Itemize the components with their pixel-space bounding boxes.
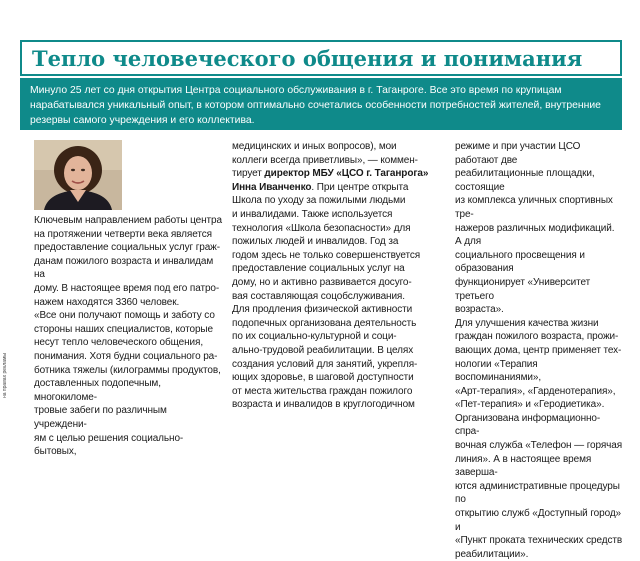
director-credit-line [232, 167, 432, 181]
column-1-line: данам пожилого возраста и инвалидам на [34, 255, 214, 281]
column-3-line: реабилитации». [455, 548, 529, 560]
lead-paragraph: Минуло 25 лет со дня открытия Центра социального обслуживания в г. Таганроге. Все это время по крупицам нарабатывался уникальный опыт, в котором оптимально сочетались особенности потребностей жителей, внутренние резервы самого учреждения и его коллектива. [20, 78, 622, 130]
column-3-line: нологии «Терапия воспоминаниями», [455, 358, 542, 384]
advertising-note: на правах рекламы [2, 352, 8, 398]
column-3-line: нажеров различных модификаций. А для [455, 222, 615, 248]
column-3-line: функционирует «Университет третьего [455, 276, 591, 302]
column-2-line: Школа по уходу за пожилыми людьми [232, 195, 406, 207]
column-3-line: ются административные процедуры по [455, 480, 620, 506]
column-3-line: «Арт-терапия», «Гарденотерапия», [455, 385, 616, 397]
column-3-line: режиме и при участии ЦСО работают две [455, 141, 581, 166]
column-2-line: возраста и инвалидов в круглогодичном [232, 399, 415, 411]
portrait-image [34, 140, 122, 210]
column-2-line: коллеги всегда приветливы», — коммен- [232, 154, 418, 166]
column-3-line: «Пет-терапия» и «Геродиетика». [455, 399, 605, 411]
title-box [20, 40, 622, 76]
column-3-line: социального просвещения и образования [455, 249, 585, 275]
column-3-line: из комплекса уличных спортивных тре- [455, 195, 613, 220]
column-2-line: подопечных организована деятельность [232, 317, 417, 329]
column-2 [232, 140, 432, 412]
director-photo [34, 140, 122, 210]
column-2-line: Для продления физической активности [232, 304, 413, 316]
column-2-line: дому, но и активно развивается досуго- [232, 276, 412, 288]
column-1-line: понимания. Хотя будни социального ра- [34, 350, 218, 362]
column-3-line: граждан пожилого возраста, прожи- [455, 331, 619, 343]
director-title: директор МБУ «ЦСО г. Таганрога» [264, 168, 429, 180]
column-1-line: нажем находятся 3360 человек. [34, 296, 180, 308]
column-1-line: ботника тяжелы (килограммы продуктов, [34, 364, 221, 376]
director-name: Инна Иванченко [232, 181, 312, 193]
column-2-line: по их социально-культурной и соци- [232, 331, 397, 343]
column-2-line: от места жительства граждан пожилого [232, 385, 413, 397]
column-2-line: пожилых людей и инвалидов. Год за [232, 236, 399, 248]
column-1-line: несут тепло человеческого общения, [34, 337, 204, 349]
column-3-line: «Пункт проката технических средств [455, 535, 623, 547]
top-rule [30, 0, 640, 2]
column-1-line: на протяжении четверти века является [34, 228, 212, 240]
column-3-line: реабилитационные площадки, состоящие [455, 168, 595, 193]
column-2-line: технология «Школа безопасности» для [232, 222, 411, 234]
column-1-line: стороны наших специалистов, которые [34, 323, 213, 335]
column-2-line: ющих здоровье, в шаговой доступности [232, 372, 414, 384]
column-3-line: вочная служба «Телефон — горячая [455, 440, 623, 452]
column-1-line: ям с целью решения социально-бытовых, [34, 432, 184, 458]
column-3 [455, 140, 623, 561]
column-1-line: тровые забеги по различным учреждени- [34, 405, 167, 430]
column-2-line: создания условий для занятий, укрепля- [232, 358, 418, 370]
column-1-line: дому. В настоящее время под его патро- [34, 282, 220, 294]
column-1-line: Ключевым направлением работы центра [34, 215, 222, 226]
column-3-line: Для улучшения качества жизни [455, 317, 599, 329]
column-3-line: вающих дома, центр применяет тех- [455, 344, 622, 356]
column-3-line: линия». А в настоящее время заверша- [455, 453, 592, 479]
director-credit-lead: тирует [232, 168, 265, 180]
column-1 [34, 214, 222, 459]
director-name-line [232, 181, 432, 195]
column-3-line: Организована информационно-спра- [455, 412, 601, 438]
column-2-line: медицинских и иных вопросов), мои [232, 141, 397, 152]
column-2-line: годом здесь не только совершенствуется [232, 249, 421, 261]
column-2-line: и инвалидами. Также используется [232, 208, 393, 220]
article-title: Тепло человеческого общения и понимания [32, 46, 583, 71]
column-1-line: «Все они получают помощь и заботу со [34, 310, 215, 322]
column-3-line: возраста». [455, 304, 504, 316]
column-1-line: предоставление социальных услуг граж- [34, 242, 220, 254]
column-2-line: вая составляющая соцобслуживания. [232, 290, 405, 302]
column-3-line: открытию служб «Доступный город» и [455, 508, 622, 533]
column-2-line: предоставление социальных услуг на [232, 263, 405, 275]
column-2-line: ально-трудовой реабилитации. В целях [232, 344, 414, 356]
director-name-tail: . При центре открыта [311, 181, 409, 193]
column-1-line: доставленных подопечным, многокиломе- [34, 378, 161, 403]
